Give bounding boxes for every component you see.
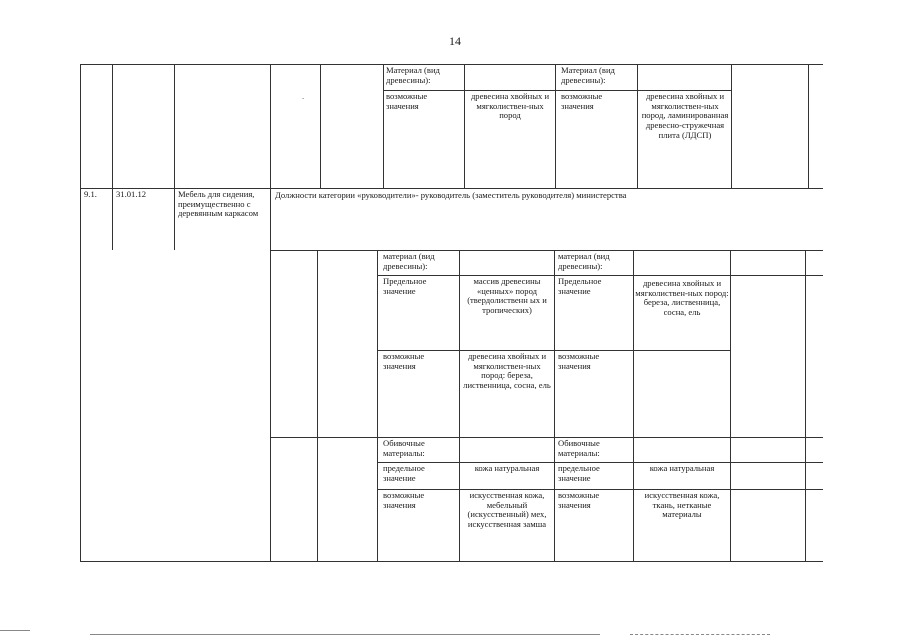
possible-values-label: возможные значения [561,91,603,111]
material-label: Материал (вид древесины): [386,65,440,85]
possible-values-cell: древесина хвойных и мягколиствен-ных пород, ламинированная древесно-стружечная плита (ЛДСП) [641,91,729,140]
column-border [317,250,318,561]
possible-values-cell: древесина хвойных и мягколиствен-ных пород [470,91,550,121]
column-border [174,64,175,250]
column-border [731,64,732,188]
column-border [730,250,731,561]
column-border [270,64,271,561]
limit-value-label: предельное значение [558,463,600,483]
column-border [112,64,113,250]
row-border [270,250,823,251]
limit-value-cell: массив древесины «ценных» пород (твердолиственн ых и тропических) [467,276,547,316]
requirements-table [80,64,823,561]
possible-values-cell: искусственная кожа, ткань, нетканые материалы [644,490,720,520]
item-number: 9.1. [84,189,97,199]
material-label: Материал (вид древесины): [561,65,615,85]
column-border [555,64,556,188]
possible-values-label: возможные значения [558,351,600,371]
column-border [633,250,634,561]
okpd-code: 31.01.12 [116,189,147,199]
possible-values-cell: древесина хвойных и мягколиствен-ных пород: береза, лиственница, сосна, ель [463,351,551,391]
column-border [320,64,321,188]
column-border [464,64,465,188]
column-border [808,64,809,188]
upholstery-label: Обивочные материалы: [558,438,600,458]
category-heading: Должности категории «руководители»- руководитель (заместитель руководителя) министерства [275,190,627,200]
material-label: материал (вид древесины): [383,251,435,271]
column-border [637,64,638,188]
possible-values-cell: искусственная кожа, мебельный (искусственный) мех, искусственная замша [467,490,547,530]
material-label: материал (вид древесины): [558,251,610,271]
page-number: 14 [449,34,461,48]
limit-value-label: Предельное значение [558,276,602,296]
possible-values-label: возможные значения [383,351,425,371]
possible-values-label: возможные значения [383,490,425,510]
limit-value-label: предельное значение [383,463,425,483]
column-border [377,250,378,561]
row-border [80,64,823,65]
row-border [377,489,823,490]
column-border [383,64,384,188]
possible-values-label: возможные значения [386,91,428,111]
scan-artifact-line [630,634,770,635]
row-border [270,437,823,438]
column-border [80,64,81,561]
limit-value-cell: кожа натуральная [474,463,540,473]
row-border [80,561,823,562]
limit-value-label: Предельное значение [383,276,427,296]
item-name: Мебель для сидения, преимущественно с деревянным каркасом [178,189,259,219]
row-border [377,462,823,463]
scan-artifact-line [0,630,30,631]
scan-artifact-line [90,634,600,635]
possible-values-label: возможные значения [558,490,600,510]
column-border [459,250,460,561]
column-border [805,250,806,561]
limit-value-cell: кожа натуральная [649,463,715,473]
upholstery-label: Обивочные материалы: [383,438,425,458]
possible-values-cell: древесина хвойных и мягколиствен-ных пород: береза, лиственница, сосна, ель [635,278,729,318]
stray-mark: - [302,94,305,102]
column-border [554,250,555,561]
